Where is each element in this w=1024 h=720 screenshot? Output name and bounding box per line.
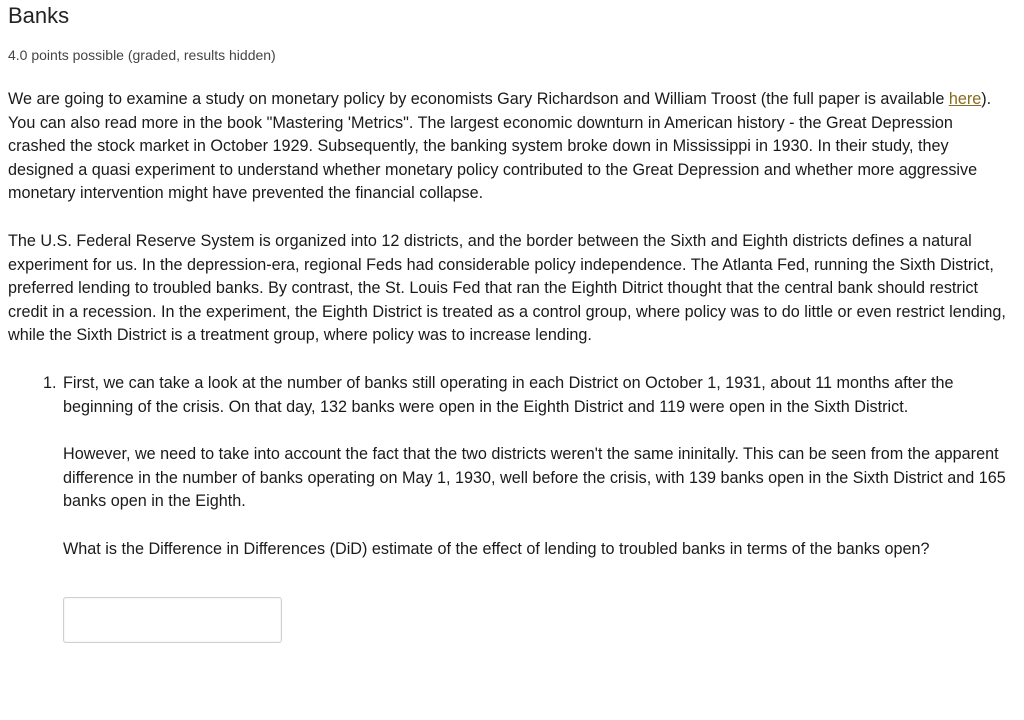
paper-link[interactable]: here — [948, 90, 982, 108]
points-info: 4.0 points possible (graded, results hidden) — [8, 47, 276, 63]
question-list — [8, 372, 1008, 643]
intro-paragraph-1 — [8, 88, 1008, 206]
question-prompt: What is the Difference in Differences (DiD) estimate of the effect of lending to troubled banks in terms of the banks open? — [63, 539, 930, 558]
question-paragraph-2: However, we need to take into account the fact that the two districts weren't the same ininitally. This can be seen from the apparent difference in the number of banks operating on May 1, 1930, well before the crisis, with 139 banks open in the Sixth District and 165 banks open in the Eighth. — [63, 445, 1006, 511]
problem-container — [8, 0, 1008, 643]
problem-title: Banks — [8, 3, 70, 28]
intro-paragraph-2: The U.S. Federal Reserve System is organized into 12 districts, and the border between the Sixth and Eighth districts defines a natural experiment for us. In the depression-era, regional Feds had considerable policy independence. The Atlanta Fed, running the Sixth District, preferred lending to troubled banks. By contrast, the St. Louis Fed that ran the Eighth Ditrict thought that the central bank should restrict credit in a recession. In the experiment, the Eighth District is treated as a control group, where policy was to do little or even restrict lending, while the Sixth District is a treatment group, where policy was to increase lending. — [8, 231, 1006, 345]
intro-text-before-link: We are going to examine a study on monetary policy by economists Gary Richardson and William Troost (the full paper is available — [8, 90, 949, 108]
answer-input[interactable] — [63, 597, 282, 643]
question-number: 1. — [43, 373, 57, 392]
question-item — [8, 372, 1008, 643]
intro-text-after-link: ). You can also read more in the book "Mastering 'Metrics". The largest economic downturn in American history - the Great Depression crashed the stock market in October 1929. Subsequently, the banking system broke down in Mississippi in 1930. In their study, they designed a quasi experiment to understand whether monetary policy contributed to the Great Depression and whether more aggressive monetary intervention might have prevented the financial collapse. — [8, 90, 992, 203]
question-paragraph-1: First, we can take a look at the number of banks still operating in each District on October 1, 1931, about 11 months after the beginning of the crisis. On that day, 132 banks were open in the Eighth District and 119 were open in the Sixth District. — [63, 373, 954, 416]
